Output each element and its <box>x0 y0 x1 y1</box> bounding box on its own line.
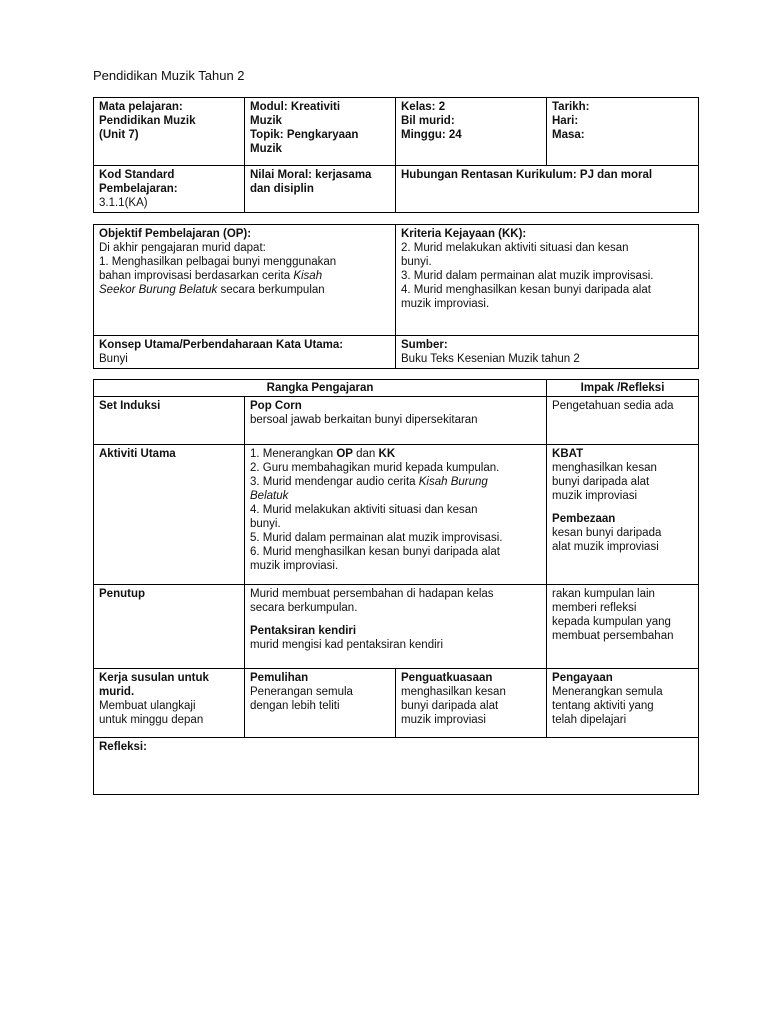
aktiviti-step-6: 6. Murid menghasilkan kesan bunyi daripada alat <box>250 546 500 559</box>
aktiviti-step-4: 4. Murid melakukan aktiviti situasi dan kesan <box>250 504 478 517</box>
aktiviti-utama-content <box>245 445 547 585</box>
op-item-1c: Seekor Burung Belatuk secara berkumpulan <box>99 284 325 297</box>
aktiviti-step-4-cont: bunyi. <box>250 518 281 531</box>
sumber-label: Sumber: <box>401 339 448 351</box>
kod-standard-label-1: Kod Standard <box>99 169 175 181</box>
pemulihan-text: Penerangan semula <box>250 686 353 699</box>
nilai-moral-line-2: dan disiplin <box>250 183 314 196</box>
kerja-susulan-cell <box>94 669 245 738</box>
penutup-impak-line: kepada kumpulan yang <box>552 616 671 629</box>
penutup-impak-line: memberi refleksi <box>552 602 637 615</box>
pengukuhan-label: Penguatkuasaan <box>401 672 493 685</box>
set-induksi-title: Pop Corn <box>250 400 302 413</box>
kelas-field: Kelas: 2 <box>401 101 446 113</box>
op-label: Objektif Pembelajaran (OP): <box>99 228 252 240</box>
pemulihan-text: dengan lebih teliti <box>250 700 340 713</box>
refleksi-cell: Refleksi: <box>94 738 699 795</box>
kerja-susulan-text: untuk minggu depan <box>99 714 204 727</box>
lesson-header-table <box>93 97 699 213</box>
hari-field: Hari: <box>552 115 579 128</box>
kbat-text: bunyi daripada alat <box>552 476 650 489</box>
aktiviti-step-2: 2. Guru membahagikan murid kepada kumpulan. <box>250 462 500 475</box>
hubungan-text: Hubungan Rentasan Kurikulum: PJ dan moral <box>401 169 653 181</box>
kk-cell <box>396 225 699 336</box>
kk-line: bunyi. <box>401 256 432 269</box>
aktiviti-step-6-cont: muzik improviasi. <box>250 560 339 573</box>
tarikh-field: Tarikh: <box>552 101 590 113</box>
aktiviti-step-1: 1. Menerangkan OP dan KK <box>250 448 396 461</box>
kerja-susulan-label-cont: murid. <box>99 686 135 699</box>
pemulihan-cell <box>245 669 396 738</box>
op-item-1b: bahan improvisasi berdasarkan cerita Kisah <box>99 270 323 283</box>
pengayaan-cell <box>547 669 699 738</box>
mata-pelajaran-label: Mata pelajaran: <box>99 101 183 113</box>
penutup-text: secara berkumpulan. <box>250 602 358 615</box>
op-cell <box>94 225 396 336</box>
kod-standard-value: 3.1.1(KA) <box>99 197 148 210</box>
kk-line: 2. Murid melakukan aktiviti situasi dan kesan <box>401 242 629 255</box>
pembezaan-label: Pembezaan <box>552 513 616 526</box>
modul-line-1: Modul: Kreativiti <box>250 101 341 113</box>
hubungan-cell <box>396 166 699 213</box>
pengayaan-text: tentang aktiviti yang <box>552 700 654 713</box>
aktiviti-utama-impak <box>547 445 699 585</box>
kbat-label: KBAT <box>552 448 584 461</box>
pengukuhan-cell <box>396 669 547 738</box>
aktiviti-utama-label: Aktiviti Utama <box>94 445 245 585</box>
kerja-susulan-text: Membuat ulangkaji <box>99 700 196 713</box>
minggu-field: Minggu: 24 <box>401 129 462 142</box>
penutup-text: Murid membuat persembahan di hadapan kelas <box>250 588 494 601</box>
pengayaan-text: Menerangkan semula <box>552 686 663 699</box>
pentaksiran-label: Pentaksiran kendiri <box>250 625 357 638</box>
teaching-plan-table <box>93 379 699 795</box>
nilai-moral-cell <box>245 166 396 213</box>
penutup-content <box>245 585 547 669</box>
modul-cell <box>245 98 396 166</box>
pengayaan-label: Pengayaan <box>552 672 613 685</box>
set-induksi-label: Set Induksi <box>94 397 245 445</box>
pengukuhan-text: menghasilkan kesan <box>401 686 506 699</box>
penutup-impak <box>547 585 699 669</box>
pembezaan-text: alat muzik improviasi <box>552 541 659 554</box>
topik-line-1: Topik: Pengkaryaan <box>250 129 359 142</box>
tarikh-cell <box>547 98 699 166</box>
kk-line: 3. Murid dalam permainan alat muzik improvisasi. <box>401 270 654 283</box>
set-induksi-impak: Pengetahuan sedia ada <box>547 397 699 445</box>
penutup-impak-line: membuat persembahan <box>552 630 674 643</box>
sumber-value: Buku Teks Kesenian Muzik tahun 2 <box>401 353 580 366</box>
kerja-susulan-label: Kerja susulan untuk <box>99 672 209 685</box>
document-title: Pendidikan Muzik Tahun 2 <box>93 68 245 83</box>
op-intro: Di akhir pengajaran murid dapat: <box>99 242 266 255</box>
kbat-text: muzik improviasi <box>552 490 638 503</box>
pengukuhan-text: muzik improviasi <box>401 714 486 727</box>
pentaksiran-text: murid mengisi kad pentaksiran kendiri <box>250 639 444 652</box>
konsep-label: Konsep Utama/Perbendaharaan Kata Utama: <box>99 339 344 351</box>
impak-refleksi-header: Impak /Refleksi <box>547 380 699 397</box>
kk-line: 4. Murid menghasilkan kesan bunyi daripada alat <box>401 284 651 297</box>
pemulihan-label: Pemulihan <box>250 672 309 685</box>
modul-line-2: Muzik <box>250 115 282 128</box>
mata-pelajaran-value: Pendidikan Muzik <box>99 115 196 128</box>
pembezaan-text: kesan bunyi daripada <box>552 527 662 540</box>
mata-pelajaran-unit: (Unit 7) <box>99 129 139 142</box>
konsep-value: Bunyi <box>99 353 128 366</box>
objectives-table <box>93 224 699 369</box>
rangka-pengajaran-header: Rangka Pengajaran <box>94 380 547 397</box>
sumber-cell <box>396 336 699 369</box>
op-item-1a: 1. Menghasilkan pelbagai bunyi menggunakan <box>99 256 337 269</box>
set-induksi-content <box>245 397 547 445</box>
topik-line-2: Muzik <box>250 143 282 156</box>
masa-field: Masa: <box>552 129 585 142</box>
aktiviti-step-5: 5. Murid dalam permainan alat muzik improvisasi. <box>250 532 503 545</box>
mata-pelajaran-cell <box>94 98 245 166</box>
aktiviti-step-3: 3. Murid mendengar audio cerita Kisah Burung <box>250 476 488 489</box>
kod-standard-label-2: Pembelajaran: <box>99 183 178 196</box>
pengayaan-text: telah dipelajari <box>552 714 627 727</box>
set-induksi-text: bersoal jawab berkaitan bunyi dipersekitaran <box>250 414 478 427</box>
penutup-impak-line: rakan kumpulan lain <box>552 588 655 601</box>
penutup-label: Penutup <box>94 585 245 669</box>
kod-standard-cell <box>94 166 245 213</box>
konsep-cell <box>94 336 396 369</box>
kbat-text: menghasilkan kesan <box>552 462 657 475</box>
bil-murid-field: Bil murid: <box>401 115 455 128</box>
aktiviti-step-3-cont: Belatuk <box>250 490 289 503</box>
pengukuhan-text: bunyi daripada alat <box>401 700 499 713</box>
nilai-moral-line-1: Nilai Moral: kerjasama <box>250 169 372 181</box>
kk-label: Kriteria Kejayaan (KK): <box>401 228 527 240</box>
kk-line: muzik improviasi. <box>401 298 490 311</box>
kelas-cell <box>396 98 547 166</box>
